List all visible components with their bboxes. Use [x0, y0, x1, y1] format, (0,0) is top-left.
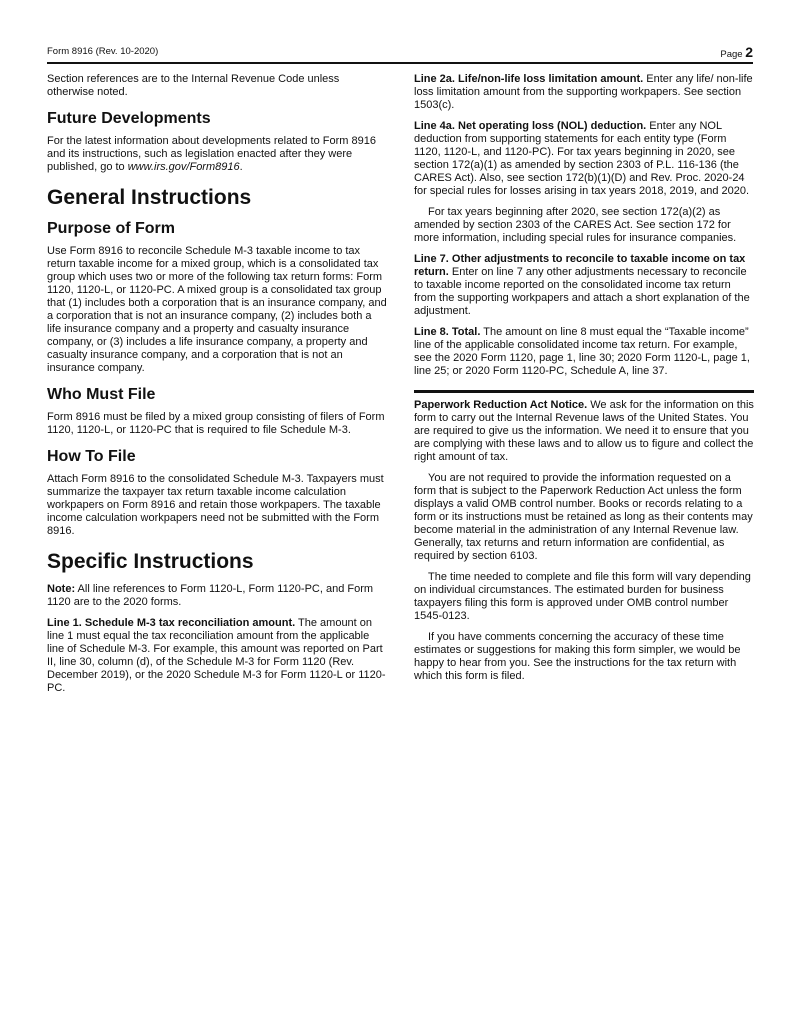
- page-label: Page: [720, 49, 743, 60]
- line8-label: Line 8. Total.: [414, 326, 481, 338]
- general-instructions-heading: General Instructions: [47, 186, 252, 209]
- pra-paragraph-4: If you have comments concerning the accuracy of these time estimates or suggestions for making this form simpler, we would be happy to hear from you. See the instructions for the tax return with which this form is filed.: [414, 631, 741, 682]
- future-developments-end: .: [239, 161, 243, 173]
- purpose-heading: Purpose of Form: [47, 220, 176, 237]
- pra-paragraph-2: You are not required to provide the information requested on a form that is subject to the Paperwork Reduction Act unless the form displays a valid OMB control number. Books or records relating to a form or its instructions must be retained as long as their contents may become material in the administration of any Internal Revenue law. Generally, tax returns and return information are confidential, as required by section 6103.: [414, 472, 753, 562]
- header-rule: [47, 62, 753, 64]
- future-developments-heading: Future Developments: [47, 110, 211, 127]
- line1-text: The amount on line 1 must equal the tax reconciliation amount from the applicable line of Schedule M-3. For example, this amount was reported on Part II, line 30, column (d), of the Schedule M-3 for Form 1120 (Rev. December 2019), or the 2020 Schedule M-3 for Form 1120-L or 1120-PC.: [47, 617, 386, 694]
- intro-text: Section references are to the Internal Revenue Code unless otherwise noted.: [47, 73, 340, 98]
- form-id: Form 8916 (Rev. 10-2020): [47, 46, 159, 57]
- line1-paragraph: [47, 617, 387, 695]
- line4a-paragraph-2: For tax years beginning after 2020, see section 172(a)(2) as amended by section 2303 of the CARES Act. See section 172 for more information, including special rules for insurance companies.: [414, 206, 737, 244]
- left-column: [47, 73, 387, 703]
- line4a-paragraph: [414, 120, 754, 198]
- who-must-file-heading: Who Must File: [47, 386, 156, 403]
- line8-paragraph: [414, 326, 754, 378]
- line2a-text: Enter any life/ non-life loss limitation amount from the supporting workpapers. See section 1503(c).: [414, 73, 753, 111]
- future-developments-text: [47, 135, 387, 174]
- line8-text: The amount on line 8 must equal the “Taxable income” line of the applicable consolidated income tax return. For example, see the 2020 Form 1120, page 1, line 30; 2020 Form 1120-L, page 1, line 25; or 2020 Form 1120-PC, Schedule A, line 37.: [414, 326, 750, 377]
- who-must-file-text: Form 8916 must be filed by a mixed group consisting of filers of Form 1120, 1120-L, or 1120-PC that is required to file Schedule M-3.: [47, 411, 385, 436]
- how-to-file-heading: How To File: [47, 448, 136, 465]
- form8916-link[interactable]: www.irs.gov/Form8916: [127, 161, 240, 173]
- future-developments-body: For the latest information about developments related to Form 8916 and its instructions, such as legislation enacted after they were published, go to: [47, 135, 376, 173]
- note-paragraph: [47, 583, 387, 609]
- page-header: [47, 44, 753, 62]
- line2a-paragraph: [414, 73, 754, 112]
- pra-text: We ask for the information on this form to carry out the Internal Revenue laws of the United States. You are required to give us the information. We need it to ensure that you are complying with these laws and to allow us to figure and collect the right amount of tax.: [414, 399, 754, 463]
- pra-paragraph: [414, 399, 754, 464]
- specific-instructions-heading: Specific Instructions: [47, 550, 254, 573]
- right-column: [414, 73, 754, 691]
- pra-label: Paperwork Reduction Act Notice.: [414, 399, 588, 411]
- note-text: All line references to Form 1120-L, Form 1120-PC, and Form 1120 are to the 2020 forms.: [47, 583, 374, 608]
- line7-paragraph: [414, 253, 754, 318]
- purpose-text: Use Form 8916 to reconcile Schedule M-3 taxable income to tax return taxable income for a mixed group, which is a consolidated tax group which uses two or more of the following tax return forms: Form 1120, 1120-L, or 1120-PC. A mixed group is a consolidated tax group that (1) includes both a corporation that is an insurance company, and a corporation that is not an insurance company, (2) includes both a life insurance company and a property and casualty insurance company, or (3) includes a life insurance company, a property and casualty insurance company, and a corporation that is not an insurance company.: [47, 245, 387, 374]
- how-to-file-text: Attach Form 8916 to the consolidated Schedule M-3. Taxpayers must summarize the taxpayer tax return taxable income calculation workpapers on Form 8916 and retain those workpapers. The taxable income calculation workpapers need not be submitted with the Form 8916.: [47, 473, 384, 537]
- line4a-label: Line 4a. Net operating loss (NOL) deduction.: [414, 120, 647, 132]
- page-indicator: [720, 44, 753, 60]
- page-number: 2: [745, 44, 753, 60]
- line7-text: Enter on line 7 any other adjustments necessary to reconcile to taxable income reported on the consolidated income tax return from the supporting workpapers and attach a short explanation of the adjustment.: [414, 266, 750, 317]
- line1-label: Line 1. Schedule M-3 tax reconciliation amount.: [47, 617, 296, 629]
- line4a-text: Enter any NOL deduction from supporting statements for each entity type (Form 1120, 1120-L, and 1120-PC). For tax years beginning in 2020, see section 172(a)(1) as amended by section 2303 of P.L. 116-136 (the CARES Act). Also, see section 172(b)(1)(D) and Rev. Proc. 2020-24 for special rules for losses arising in tax years 2018, 2019, and 2020.: [414, 120, 750, 197]
- pra-paragraph-3: The time needed to complete and file this form will vary depending on individual circumstances. The estimated burden for business taxpayers filing this form is approved under OMB control number 1545-0123.: [414, 571, 751, 622]
- line7-label: Line 7. Other adjustments to reconcile to taxable income on tax return.: [414, 253, 746, 278]
- line2a-label: Line 2a. Life/non-life loss limitation amount.: [414, 73, 644, 85]
- pra-rule: [414, 390, 754, 393]
- note-label: Note:: [47, 583, 76, 595]
